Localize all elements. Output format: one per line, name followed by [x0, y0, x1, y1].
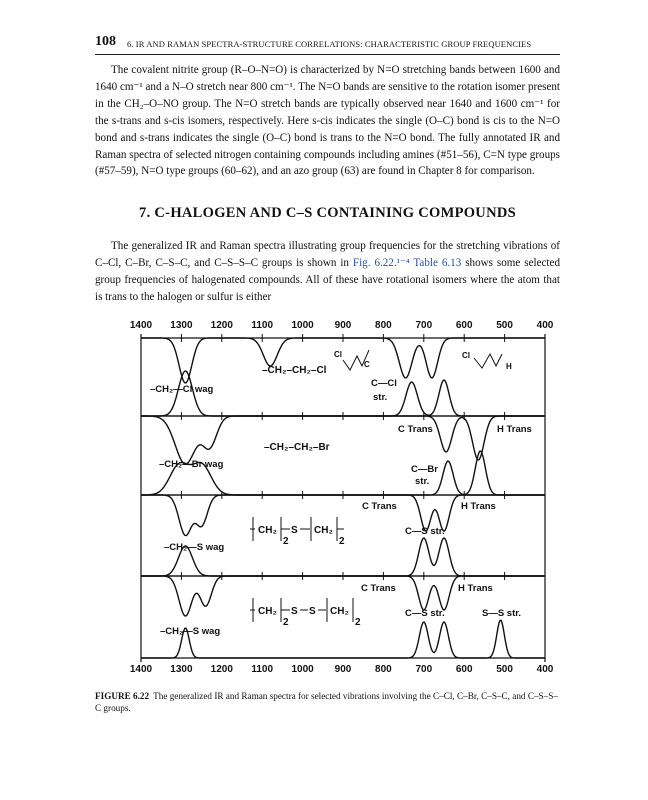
molecule-atom-c: C	[364, 360, 370, 369]
raman-spectrum-trace	[141, 451, 545, 495]
x-tick-bottom-label: 800	[375, 664, 392, 675]
x-tick-bottom-label: 1300	[170, 664, 193, 675]
group-subscript-right-3: 2	[355, 617, 361, 628]
section-title: 7. C-HALOGEN AND C–S CONTAINING COMPOUNDS	[139, 205, 516, 221]
trans-label-c-2: C Trans	[362, 501, 397, 512]
group-sulfur: S	[291, 525, 298, 536]
group-ch2-right: CH₂	[314, 525, 333, 536]
body-paragraph-1: The covalent nitrite group (R–O–N=O) is characterized by N=O stretching bands between 1600 and 1640 cm⁻¹ and a N–O stretch near 800 cm⁻¹. The N=O bands are sensitive to the rotation isomer present in the CH₂–O–NO group. The N=O stretch bands are typically observed near 1640 and 1600 cm⁻¹ for the s-trans and s-cis isomers, respectively. Here s-cis indicates the single (O–C) bond is cis to the N=O bond and s-trans indicates the single (O–C) bond is trans to the N=O bond. The fully annotated IR and Raman spectra of selected nitrogen containing compounds including amines (#51–56), C=N type groups (#57–59), N=O type groups (60–62), and an azo group (63) are found in Chapter 8 for comparison.	[95, 64, 560, 178]
x-tick-bottom-label: 1200	[210, 664, 233, 675]
x-tick-bottom-label: 400	[536, 664, 554, 675]
raman-label-s-wag: –CH₂—S wag	[164, 542, 225, 553]
group-subscript-left-3: 2	[283, 617, 289, 628]
x-tick-top-label: 900	[334, 320, 352, 331]
x-tick-top-label: 600	[455, 320, 473, 331]
x-tick-top-label: 1000	[291, 320, 314, 331]
trans-label-h: H Trans	[497, 424, 532, 435]
page-number: 108	[95, 34, 116, 49]
group-ch2-left: CH₂	[258, 525, 277, 536]
raman-label-s-wag-2: –CH₂—S wag	[160, 626, 221, 637]
group-sulfur-2: S	[309, 606, 316, 617]
x-tick-top-label: 1100	[251, 320, 274, 331]
para2-text-b: shows some selected group frequencies of halogenated compounds. All of these have rotational isomers where the atom that is trans to the halogen or sulfur is either	[95, 256, 560, 303]
x-tick-bottom-label: 600	[455, 664, 473, 675]
raman-label-ccl: C—Cl	[371, 378, 397, 389]
molecule-atom-cl: Cl	[334, 350, 342, 359]
molecule-h-trans-bonds	[474, 354, 502, 368]
x-tick-bottom-label: 1000	[291, 664, 314, 675]
group-label-bromo: –CH₂–CH₂–Br	[264, 442, 330, 453]
x-tick-top-label: 700	[415, 320, 433, 331]
caption-label: FIGURE 6.22	[95, 691, 150, 701]
trans-label-c-3: C Trans	[361, 583, 396, 594]
raman-label-ss-str: S—S str.	[482, 608, 522, 619]
caption-text: The generalized IR and Raman spectra for selected vibrations involving the C–Cl, C–Br, C–S–C, and C–S–S–C groups.	[95, 691, 558, 713]
group-subscript-left: 2	[283, 536, 289, 547]
raman-label-br-wag: –CH₂—Br wag	[159, 459, 224, 470]
group-subscript-right: 2	[339, 536, 345, 547]
group-ch2-right-3: CH₂	[330, 606, 349, 617]
group-ch2-left-3: CH₂	[258, 606, 277, 617]
trans-label-h-3: H Trans	[458, 583, 493, 594]
x-tick-top-label: 400	[536, 320, 554, 331]
raman-label-cl-wag: –CH₂—Cl wag	[150, 384, 214, 395]
group-sulfur-1: S	[291, 606, 298, 617]
x-tick-bottom-label: 1100	[251, 664, 274, 675]
trans-label-c: C Trans	[398, 424, 433, 435]
x-tick-bottom-label: 1400	[129, 664, 153, 675]
molecule-atom-cl-2: Cl	[462, 351, 470, 360]
x-tick-bottom-label: 900	[334, 664, 352, 675]
raman-label-cbr-str: str.	[415, 476, 430, 487]
figure-caption	[95, 690, 560, 714]
figure-reference-link[interactable]: Fig. 6.22.¹⁻⁴ Table 6.13	[352, 256, 462, 269]
x-tick-top-label: 800	[375, 320, 392, 331]
raman-label-ccl-str: str.	[373, 392, 388, 403]
x-tick-bottom-label: 700	[415, 664, 433, 675]
ir-spectrum-trace	[141, 416, 545, 464]
x-tick-top-label: 1300	[170, 320, 193, 331]
para2-text-a: The generalized IR and Raman spectra illustrating group frequencies for the stretching vibrations of C–Cl, C–Br, C–S–C, and C–S–S–C groups is shown in	[95, 240, 560, 269]
x-tick-bottom-label: 500	[496, 664, 513, 675]
x-tick-top-label: 500	[496, 320, 513, 331]
x-tick-top-label: 1400	[129, 320, 153, 331]
raman-label-cs-str: C—S str.	[405, 526, 445, 537]
raman-label-cbr: C—Br	[411, 464, 438, 475]
raman-label-cs-str-2: C—S str.	[405, 608, 445, 619]
group-label-chloro: –CH₂–CH₂–Cl	[262, 365, 327, 376]
molecule-atom-h: H	[506, 362, 512, 371]
trans-label-h-2: H Trans	[461, 501, 496, 512]
running-title: 6. IR AND RAMAN SPECTRA-STRUCTURE CORRELATIONS: CHARACTERISTIC GROUP FREQUENCIES	[127, 39, 532, 49]
x-tick-top-label: 1200	[210, 320, 233, 331]
